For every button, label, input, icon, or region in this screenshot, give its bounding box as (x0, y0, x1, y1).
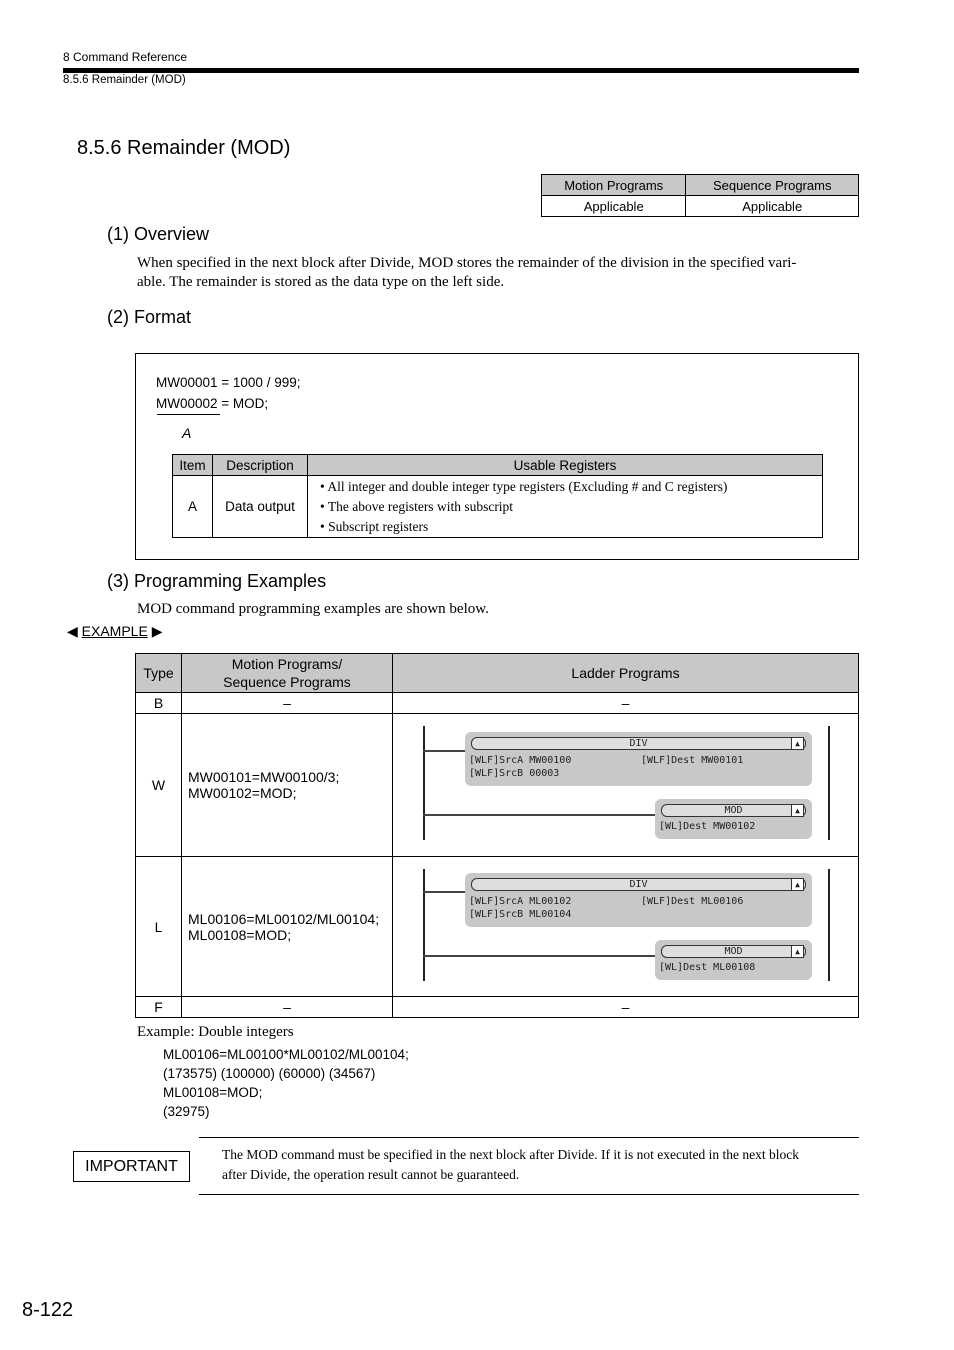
div-srcb: [WLF]SrcB ML00104 (469, 909, 572, 920)
left-triangle-icon: ◀ (67, 623, 78, 639)
register-bullet: • The above registers with subscript (320, 498, 514, 514)
item-header: Item (173, 455, 213, 476)
table-row (136, 997, 859, 1018)
description-cell: Data output (213, 476, 308, 538)
block-status-icon: ▲ (791, 945, 804, 958)
ladder-cell: – (393, 693, 859, 714)
motion-line2: ML00108=MOD; (188, 926, 292, 943)
format-marker: A (182, 425, 192, 441)
page-title: 8.5.6 Remainder (MOD) (77, 137, 291, 159)
rung-wire (423, 891, 468, 893)
double-example-line: (32975) (163, 1104, 210, 1119)
examples-table (135, 653, 859, 1018)
div-dest: [WLF]Dest MW00101 (641, 755, 744, 766)
motion-line2: MW00102=MOD; (188, 785, 297, 801)
register-bullet: • All integer and double integer type registers (Excluding # and C registers) (320, 478, 728, 494)
div-srca: [WLF]SrcA ML00102 (469, 896, 572, 907)
important-text (222, 1145, 852, 1185)
applicability-table (541, 174, 859, 217)
type-cell: B (136, 693, 182, 714)
ladder-cell (393, 857, 859, 997)
section-header: 8.5.6 Remainder (MOD) (63, 74, 186, 86)
chapter-header: 8 Command Reference (63, 50, 188, 64)
div-block (465, 873, 812, 927)
div-block (465, 732, 812, 786)
div-title: DIV (471, 878, 806, 891)
ladder-header: Ladder Programs (393, 654, 859, 693)
table-row (136, 714, 859, 857)
motion-line1: MW00101=MW00100/3; (188, 769, 340, 785)
rung-wire (423, 814, 659, 816)
mod-dest: [WL]Dest MW00102 (659, 821, 756, 832)
ladder-diagram (393, 714, 858, 856)
table-row (136, 857, 859, 997)
motion-programs-header: Motion Programs (542, 175, 686, 196)
rung-wire (423, 750, 468, 752)
sequence-applicable: Applicable (686, 196, 859, 217)
important-line1: The MOD command must be specified in the next block after Divide. If it is not executed in the next block (222, 1147, 799, 1162)
div-dest: [WLF]Dest ML00106 (641, 896, 744, 907)
ladder-cell: – (393, 997, 859, 1018)
important-line2: after Divide, the operation result cannot be guaranteed. (222, 1167, 520, 1182)
mod-title: MOD (661, 804, 806, 817)
register-bullet: • Subscript registers (320, 518, 429, 534)
rung-wire (423, 955, 659, 957)
mod-block (655, 799, 812, 839)
mod-dest: [WL]Dest ML00108 (659, 962, 756, 973)
motion-cell (182, 857, 393, 997)
motion-header (182, 654, 393, 693)
mod-block (655, 940, 812, 980)
item-cell: A (173, 476, 213, 538)
format-heading: (2) Format (107, 307, 192, 327)
div-srcb: [WLF]SrcB 00003 (469, 768, 560, 779)
overview-text-line1: When specified in the next block after Divide, MOD stores the remainder of the division in the specified vari- (137, 255, 797, 271)
left-rail (423, 869, 425, 981)
type-cell: L (136, 857, 182, 997)
double-example-line: (173575) (100000) (60000) (34567) (163, 1066, 376, 1081)
examples-intro: MOD command programming examples are shown below. (137, 601, 489, 617)
ladder-diagram (393, 857, 858, 996)
motion-line1: ML00106=ML00102/ML00104; (188, 910, 380, 927)
double-example-line: ML00106=ML00100*ML00102/ML00104; (163, 1047, 409, 1062)
mod-title: MOD (661, 945, 806, 958)
ladder-cell (393, 714, 859, 857)
format-code-line1: MW00001 = 1000 / 999; (156, 375, 301, 390)
motion-cell: – (182, 997, 393, 1018)
block-status-icon: ▲ (791, 804, 804, 817)
description-header: Description (213, 455, 308, 476)
left-rail (423, 726, 425, 840)
div-title: DIV (471, 737, 806, 750)
sequence-programs-header: Sequence Programs (686, 175, 859, 196)
important-bottom-rule (199, 1194, 859, 1195)
registers-table (172, 454, 823, 538)
important-top-rule (199, 1137, 859, 1138)
motion-cell: – (182, 693, 393, 714)
right-rail (828, 869, 830, 981)
example-label: EXAMPLE (81, 623, 148, 639)
example-tag (67, 623, 162, 640)
right-triangle-icon: ▶ (151, 623, 163, 639)
page-number: 8-122 (22, 1299, 74, 1321)
motion-header-line1: Motion Programs/ (231, 656, 343, 672)
header-rule (63, 68, 859, 73)
type-cell: F (136, 997, 182, 1018)
motion-header-line2: Sequence Programs (223, 674, 351, 690)
format-code-line2: MW00002 = MOD; (156, 396, 269, 411)
right-rail (828, 726, 830, 840)
type-cell: W (136, 714, 182, 857)
overview-heading: (1) Overview (107, 224, 210, 244)
div-srca: [WLF]SrcA MW00100 (469, 755, 572, 766)
usable-registers-cell (308, 476, 823, 538)
examples-heading: (3) Programming Examples (107, 571, 327, 591)
block-status-icon: ▲ (791, 737, 804, 750)
motion-cell (182, 714, 393, 857)
usable-registers-header: Usable Registers (308, 455, 823, 476)
motion-applicable: Applicable (542, 196, 686, 217)
important-label: IMPORTANT (73, 1151, 190, 1182)
type-header: Type (136, 654, 182, 693)
format-operand-underline (157, 414, 220, 415)
double-example-line: ML00108=MOD; (163, 1085, 263, 1100)
overview-text-line2: able. The remainder is stored as the data type on the left side. (137, 274, 505, 290)
table-row (136, 693, 859, 714)
double-example-caption: Example: Double integers (137, 1024, 294, 1040)
block-status-icon: ▲ (791, 878, 804, 891)
